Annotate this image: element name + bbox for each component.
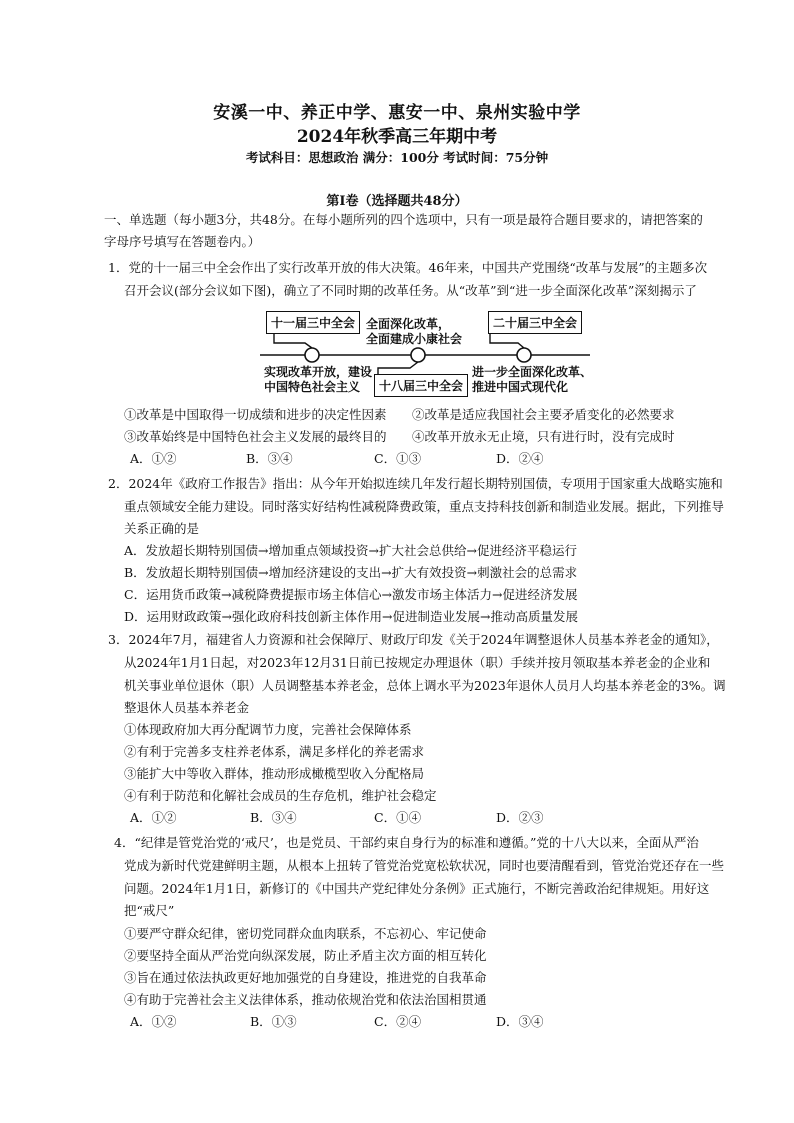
q1-statement-4: ④改革开放永无止境，只有进行时，没有完成时 <box>412 429 675 444</box>
q3-stem: 机关事业单位退休（职）人员调整基本养老金，总体上调水平为2023年退休人员月人均基本养老金的3%。调 <box>124 678 726 693</box>
timeline-label: 实现改革开放，建设 <box>264 365 373 379</box>
timeline-node <box>411 348 425 362</box>
q1-timeline-diagram <box>260 308 593 400</box>
timeline-label: 中国特色社会主义 <box>264 380 361 394</box>
q1-statement-3: ③改革始终是中国特色社会主义发展的最终目的 <box>124 429 387 444</box>
timeline-node <box>517 348 531 362</box>
q4-statement-4: ④有助于完善社会主义法律体系，推动依规治党和依法治国相贯通 <box>124 992 487 1007</box>
q4-option-d: D．③④ <box>496 1014 544 1029</box>
q3-stem: 从2024年1月1日起，对2023年12月31日前已按规定办理退休（职）手续并按月领取基本养老金的企业和 <box>124 655 711 670</box>
q4-option-a: A．①② <box>130 1014 177 1029</box>
meeting-box-11th-3rd-plenum: 十一届三中全会 <box>266 311 360 334</box>
timeline-label: 全面建成小康社会 <box>366 332 463 346</box>
q2-option-b: B．发放超长期特别国债→增加经济建设的支出→扩大有效投资→刺激社会的总需求 <box>124 565 578 580</box>
callout-line <box>490 332 524 348</box>
q3-stem: 整退休人员基本养老金 <box>124 700 250 715</box>
q1-option-b: B．③④ <box>246 451 293 466</box>
q1-stem: 1．党的十一届三中全会作出了实行改革开放的伟大决策。46年来，中国共产党围绕“改革与发展”的主题多次 <box>108 260 708 275</box>
exam-info: 考试科目：思想政治 满分：100分 考试时间：75分钟 <box>245 150 549 165</box>
section-instruction: 一、单选题（每小题3分，共48分。在每小题所列的四个选项中，只有一项是最符合题目要求的，请把答案的 <box>104 212 703 227</box>
q2-option-d: D．运用财政政策→强化政府科技创新主体作用→促进制造业发展→推动高质量发展 <box>124 609 578 624</box>
q4-statement-2: ②要坚持全面从严治党向纵深发展，防止矛盾主次方面的相互转化 <box>124 948 487 963</box>
timeline-label: 全面深化改革， <box>366 317 451 331</box>
callout-line <box>274 332 312 348</box>
q3-option-b: B．③④ <box>250 810 297 825</box>
exam-title-term: 2024年秋季高三年期中考 <box>296 127 498 147</box>
q2-option-c: C．运用货币政策→减税降费提振市场主体信心→激发市场主体活力→促进经济发展 <box>124 587 578 602</box>
q1-option-d: D．②④ <box>496 451 544 466</box>
q3-stem: 3．2024年7月，福建省人力资源和社会保障厅、财政厅印发《关于2024年调整退休人员基本养老金的通知》， <box>108 632 719 647</box>
meeting-box-18th-3rd-plenum: 十八届三中全会 <box>374 374 468 397</box>
timeline-node <box>305 348 319 362</box>
timeline-label: 推进中国式现代化 <box>472 380 569 394</box>
q4-option-c: C．②④ <box>374 1014 422 1029</box>
q1-option-c: C．①③ <box>374 451 422 466</box>
meeting-box-20th-3rd-plenum: 二十届三中全会 <box>488 311 582 334</box>
q3-option-a: A．①② <box>130 810 177 825</box>
q4-stem: 党成为新时代党建鲜明主题，从根本上扭转了管党治党宽松软状况，同时也要清醒看到，管党治党还存在一些 <box>124 858 725 873</box>
exam-title-schools: 安溪一中、养正中学、惠安一中、泉州实验中学 <box>213 103 581 123</box>
q2-stem: 2．2024年《政府工作报告》指出：从今年开始拟连续几年发行超长期特别国债，专项用于国家重大战略实施和 <box>108 476 723 491</box>
timeline-label: 进一步全面深化改革、 <box>472 365 593 379</box>
q1-option-a: A．①② <box>130 451 177 466</box>
q4-stem: 把“戒尺” <box>124 903 175 918</box>
q3-option-d: D．②③ <box>496 810 544 825</box>
q3-statement-3: ③能扩大中等收入群体，推动形成橄榄型收入分配格局 <box>124 766 425 781</box>
section-instruction: 字母序号填写在答题卷内。） <box>104 234 261 249</box>
q4-stem: 问题。2024年1月1日，新修订的《中国共产党纪律处分条例》正式施行，不断完善政治纪律规矩。用好这 <box>124 881 710 896</box>
q2-stem: 关系正确的是 <box>124 521 200 536</box>
q4-statement-3: ③旨在通过依法执政更好地加强党的自身建设，推进党的自我革命 <box>124 970 487 985</box>
q1-stem: 召开会议(部分会议如下图)，确立了不同时期的改革任务。从“改革”到“进一步全面深化改革”深刻揭示了 <box>124 283 697 298</box>
q2-stem: 重点领域安全能力建设。同时落实好结构性减税降费政策，重点支持科技创新和制造业发展。据此，下列推导 <box>124 499 725 514</box>
q4-statement-1: ①要严守群众纪律，密切党同群众血肉联系，不忘初心、牢记使命 <box>124 926 487 941</box>
q1-statement-2: ②改革是适应我国社会主要矛盾变化的必然要求 <box>412 407 675 422</box>
q4-stem: 4．“纪律是管党治党的‘戒尺’，也是党员、干部约束自身行为的标准和遵循。”党的十八大以来，全面从严治 <box>114 835 699 850</box>
q3-statement-4: ④有利于防范和化解社会成员的生存危机，维护社会稳定 <box>124 788 437 803</box>
section-title: 第Ⅰ卷（选择题共48分） <box>326 194 468 209</box>
q1-statement-1: ①改革是中国取得一切成绩和进步的决定性因素 <box>124 407 387 422</box>
q3-statement-2: ②有利于完善多支柱养老体系，满足多样化的养老需求 <box>124 744 425 759</box>
q2-option-a: A．发放超长期特别国债→增加重点领域投资→扩大社会总供给→促进经济平稳运行 <box>124 543 577 558</box>
q3-option-c: C．①④ <box>374 810 422 825</box>
q4-option-b: B．①③ <box>250 1014 297 1029</box>
q3-statement-1: ①体现政府加大再分配调节力度，完善社会保障体系 <box>124 722 412 737</box>
